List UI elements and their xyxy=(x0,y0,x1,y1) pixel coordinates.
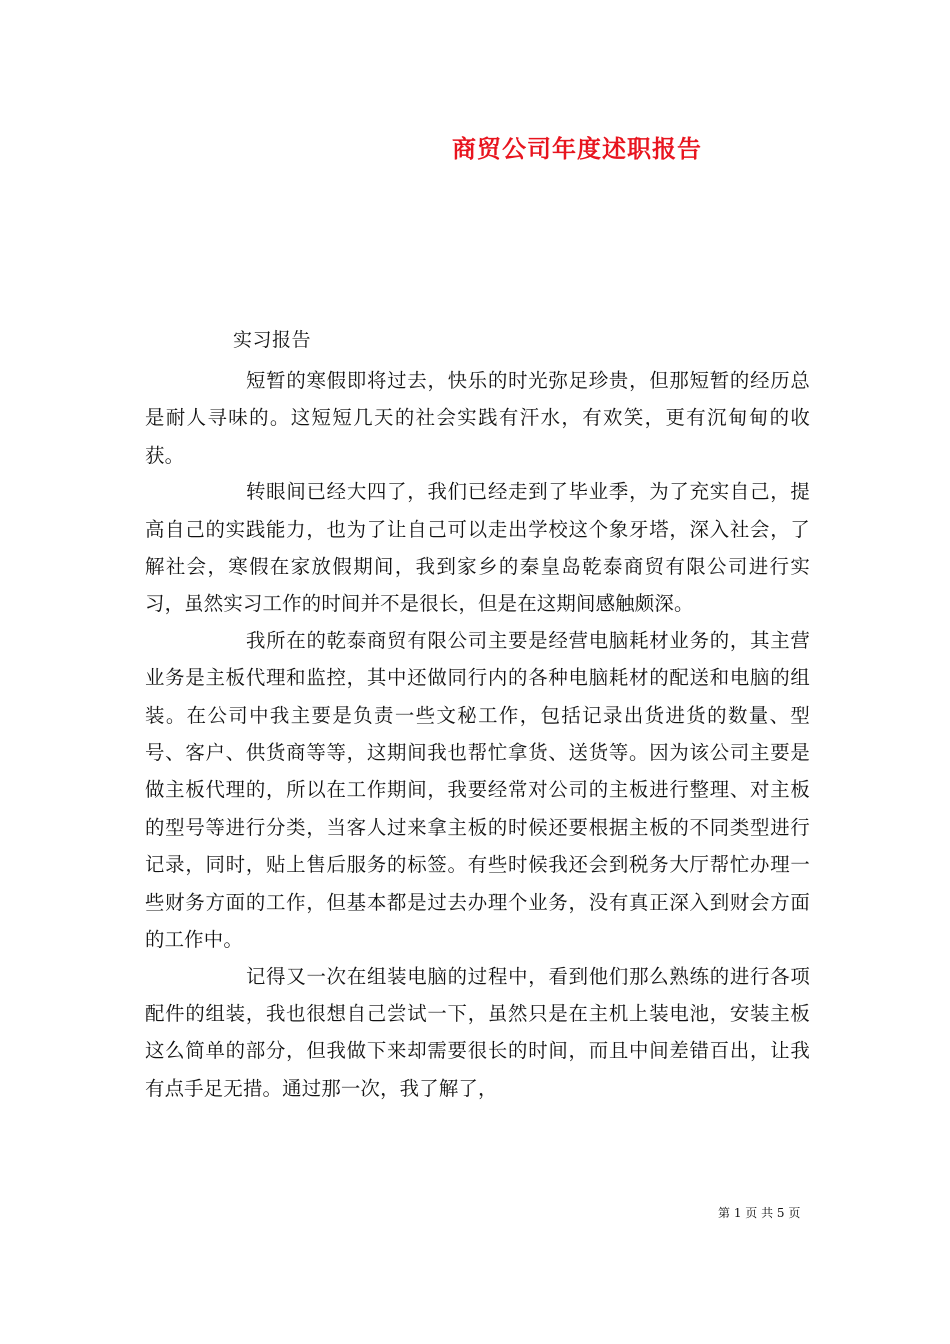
title-area xyxy=(0,0,950,200)
paragraph-4: 记得又一次在组装电脑的过程中，看到他们那么熟练的进行各项配件的组装，我也很想自己尝试一下，虽然只是在主机上装电池，安装主板这么简单的部分，但我做下来却需要很长的时间，而且中间差错百出，让我有点手足无措。通过那一次，我了解了， xyxy=(145,964,810,1100)
document-title: 商贸公司年度述职报告 xyxy=(452,134,702,163)
body-text xyxy=(145,362,810,1106)
paragraph-2: 转眼间已经大四了，我们已经走到了毕业季，为了充实自己，提高自己的实践能力，也为了让自己可以走出学校这个象牙塔，深入社会，了解社会，寒假在家放假期间，我到家乡的秦皇岛乾泰商贸有限公司进行实习，虽然实习工作的时间并不是很长，但是在这期间感触颇深。 xyxy=(145,480,810,616)
paragraph-1: 短暂的寒假即将过去，快乐的时光弥足珍贵，但那短暂的经历总是耐人寻味的。这短短几天的社会实践有汗水，有欢笑，更有沉甸甸的收获。 xyxy=(145,369,810,467)
page-number-footer: 第 1 页 共 5 页 xyxy=(718,1206,801,1220)
section-subtitle: 实习报告 xyxy=(233,329,312,351)
paragraph-3: 我所在的乾泰商贸有限公司主要是经营电脑耗材业务的，其主营业务是主板代理和监控，其中还做同行内的各种电脑耗材的配送和电脑的组装。在公司中我主要是负责一些文秘工作，包括记录出货进货的数量、型号、客户、供货商等等，这期间我也帮忙拿货、送货等。因为该公司主要是做主板代理的，所以在工作期间，我要经常对公司的主板进行整理、对主板的型号等进行分类，当客人过来拿主板的时候还要根据主板的不同类型进行记录，同时，贴上售后服务的标签。有些时候我还会到税务大厅帮忙办理一些财务方面的工作，但基本都是过去办理个业务，没有真正深入到财会方面的工作中。 xyxy=(145,628,810,952)
